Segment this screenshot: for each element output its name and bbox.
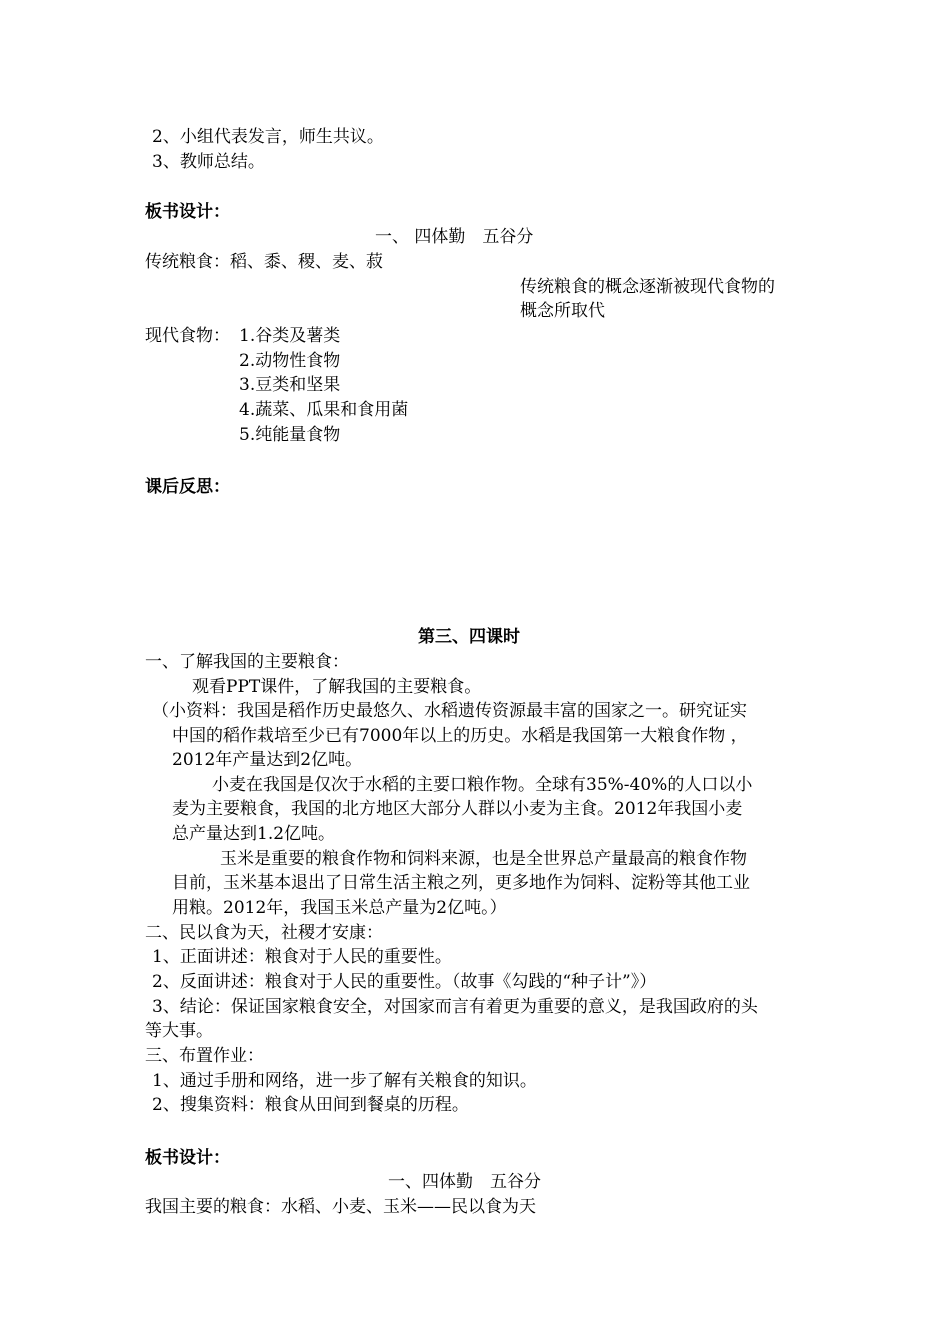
text-line: 观看PPT课件，了解我国的主要粮食。 [192, 677, 482, 697]
info-line: 玉米是重要的粮食作物和饲料来源，也是全世界总产量最高的粮食作物 [220, 849, 747, 869]
info-line: 小麦在我国是仅次于水稻的主要口粮作物。全球有35%-40%的人口以小 [212, 775, 753, 795]
info-line: 2012年产量达到2亿吨。 [172, 750, 363, 770]
text-line: 3、教师总结。 [152, 152, 265, 172]
lesson-title: 第三、四课时 [418, 627, 520, 647]
list-item: 2.动物性食物 [239, 351, 341, 371]
info-line: 目前，玉米基本退出了日常生活主粮之列，更多地作为饲料、淀粉等其他工业 [172, 873, 750, 893]
list-item: 1、通过手册和网络，进一步了解有关粮食的知识。 [152, 1071, 537, 1091]
list-item: 1、正面讲述：粮食对于人民的重要性。 [152, 947, 452, 967]
board-design-heading: 板书设计： [145, 202, 230, 222]
info-line: 中国的稻作栽培至少已有7000年以上的历史。水稻是我国第一大粮食作物 ， [172, 726, 748, 746]
reflection-heading: 课后反思： [145, 477, 230, 497]
list-item: 1.谷类及薯类 [239, 326, 341, 346]
note-line: 传统粮食的概念逐渐被现代食物的 [520, 277, 775, 297]
text-line: 2、小组代表发言，师生共议。 [152, 127, 384, 147]
list-item: 2、反面讲述：粮食对于人民的重要性。（故事《勾践的“种子计”》） [152, 972, 657, 992]
list-item: 3、结论：保证国家粮食安全，对国家而言有着更为重要的意义，是我国政府的头 [152, 997, 758, 1017]
note-line: 概念所取代 [520, 301, 605, 321]
info-line: （小资料：我国是稻作历史最悠久、水稻遗传资源最丰富的国家之一。研究证实 [152, 701, 747, 721]
info-line: 用粮。2012年，我国玉米总产量为2亿吨。） [172, 898, 507, 918]
board-title: 一、四体勤 五谷分 [388, 1172, 541, 1192]
info-line: 总产量达到1.2亿吨。 [172, 824, 336, 844]
list-item: 5.纯能量食物 [239, 425, 341, 445]
list-item: 3.豆类和坚果 [239, 375, 341, 395]
part-heading: 一、了解我国的主要粮食： [145, 652, 349, 672]
part-heading: 二、民以食为天，社稷才安康： [145, 923, 383, 943]
part-heading: 三、布置作业： [145, 1046, 264, 1066]
board-design-heading: 板书设计： [145, 1148, 230, 1168]
traditional-grains: 传统粮食：稻、黍、稷、麦、菽 [145, 252, 383, 272]
list-item: 4.蔬菜、瓜果和食用菌 [239, 400, 409, 420]
list-item: 2、搜集资料：粮食从田间到餐桌的历程。 [152, 1095, 469, 1115]
modern-food-label: 现代食物： [145, 326, 230, 346]
board-title: 一、 四体勤 五谷分 [375, 227, 534, 247]
board-line: 我国主要的粮食：水稻、小麦、玉米——民以食为天 [145, 1197, 536, 1217]
list-item: 等大事。 [145, 1021, 213, 1041]
info-line: 麦为主要粮食，我国的北方地区大部分人群以小麦为主食。2012年我国小麦 [172, 799, 743, 819]
